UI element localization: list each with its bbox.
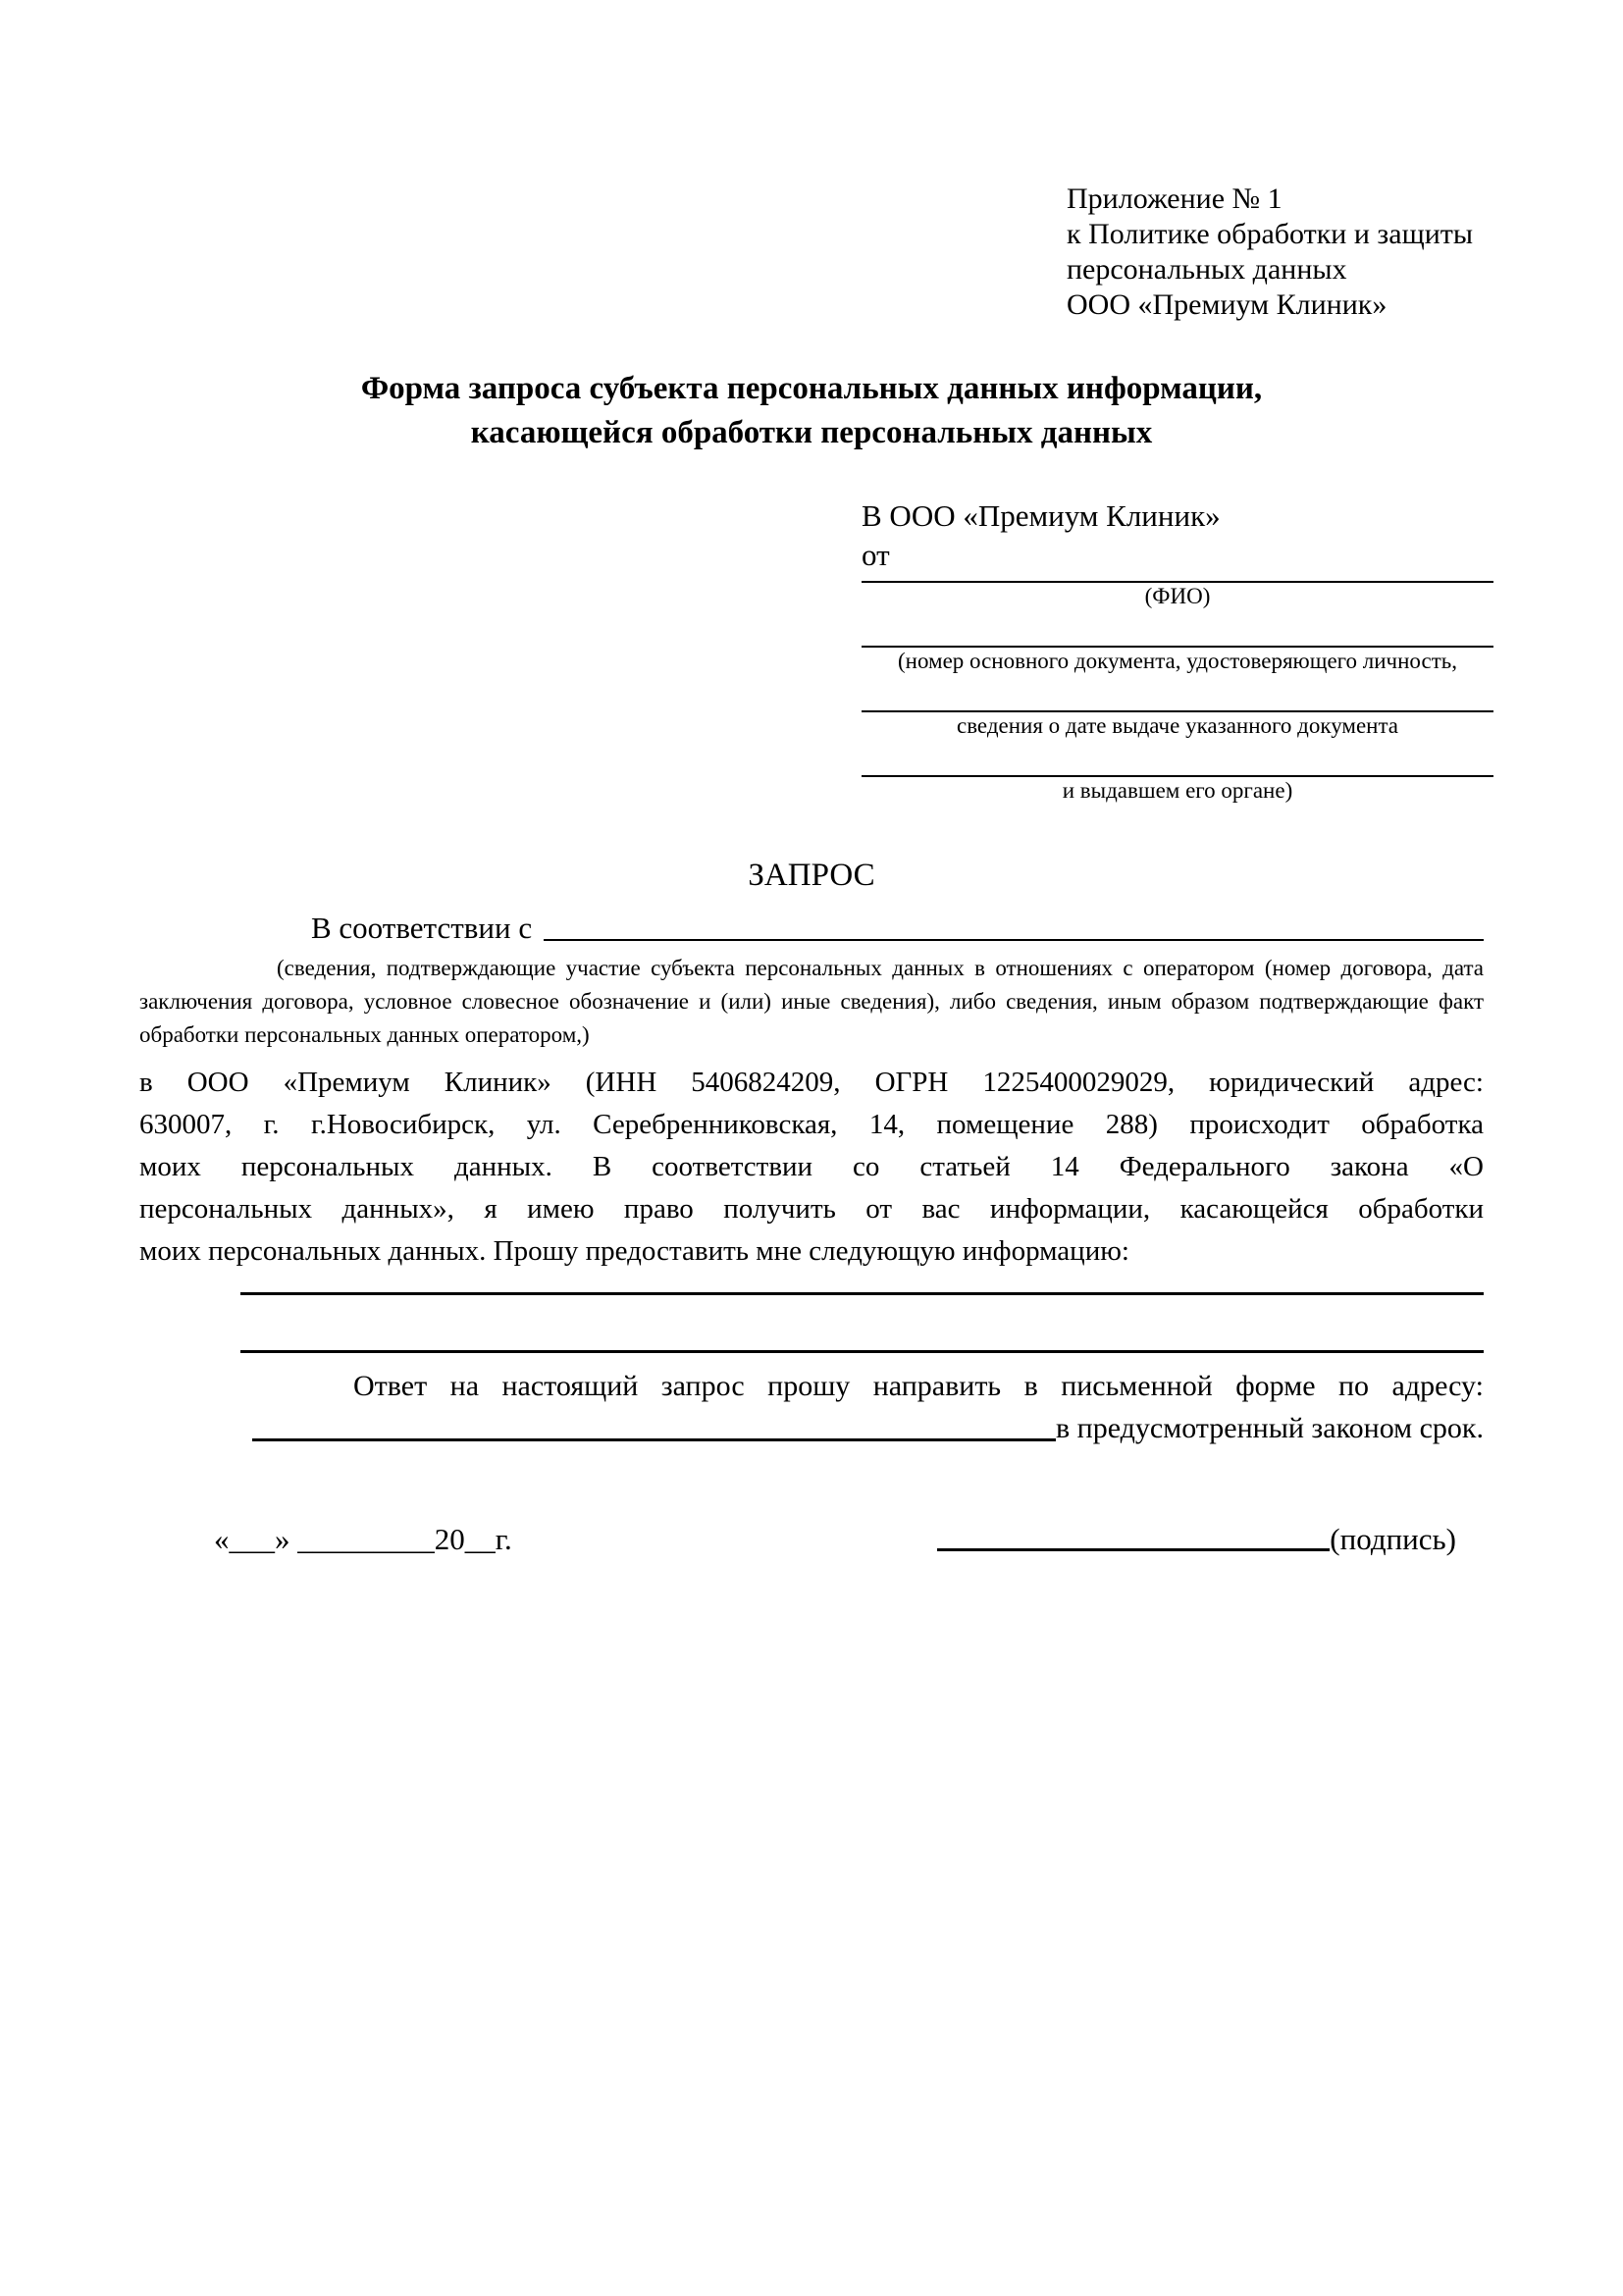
- fine-print-line: обработки персональных данных оператором,): [139, 1022, 590, 1047]
- document-number-caption: (номер основного документа, удостоверяющего личность,: [897, 649, 1457, 673]
- sender-prefix: от: [862, 538, 890, 572]
- request-heading: ЗАПРОС: [748, 858, 875, 893]
- information-write-in-rule: [240, 1292, 1484, 1295]
- signature-area: [937, 1520, 1456, 1559]
- basis-row: [139, 909, 1484, 948]
- annex-note-line: Приложение № 1: [1067, 183, 1283, 215]
- fine-print: [139, 952, 1484, 1052]
- document-title-line: касающейся обработки персональных данных: [470, 415, 1153, 450]
- fine-print-line: (сведения, подтверждающие участие субъекта персональных данных в отношениях с оператором (номер договора, дата: [277, 956, 1484, 980]
- information-write-in-rule: [240, 1350, 1484, 1353]
- response-request-suffix: в предусмотренный законом срок.: [1056, 1412, 1484, 1444]
- request-body-line: моих персональных данных. Прошу предоставить мне следующую информацию:: [139, 1235, 1129, 1267]
- date-write-in: «___» _________20__г.: [214, 1522, 512, 1556]
- issue-date-field-rule: [862, 704, 1493, 712]
- basis-prefix: В соответствии с: [311, 911, 533, 945]
- issuing-authority-caption: и выдавшем его органе): [1062, 778, 1293, 803]
- response-address-row: [139, 1407, 1484, 1449]
- fio-caption: (ФИО): [1144, 584, 1211, 608]
- document-title: [139, 367, 1484, 455]
- issue-date-caption: сведения о дате выдаче указанного документа: [956, 713, 1399, 738]
- request-body-line: в ООО «Премиум Клиник» (ИНН 5406824209, ОГРН 1225400029029, юридический адрес:: [139, 1067, 1484, 1098]
- fine-print-line: заключения договора, условное словесное обозначение и (или) иные сведения), либо сведения, иным образом подтверждающие факт: [139, 989, 1484, 1014]
- issuing-authority-field-rule: [862, 769, 1493, 777]
- date-signature-row: [139, 1520, 1484, 1559]
- annex-note: [1067, 182, 1484, 323]
- response-request-line: Ответ на настоящий запрос прошу направить в письменной форме по адресу:: [353, 1370, 1484, 1402]
- request-body-line: моих персональных данных. В соответствии со статьей 14 Федерального закона «О: [139, 1151, 1484, 1182]
- fio-field-rule: [862, 575, 1493, 583]
- annex-note-line: к Политике обработки и защиты: [1067, 218, 1474, 250]
- document-title-line: Форма запроса субъекта персональных данных информации,: [360, 371, 1263, 406]
- annex-note-line: ООО «Премиум Клиник»: [1067, 288, 1387, 321]
- annex-note-line: персональных данных: [1067, 253, 1347, 286]
- document-number-field-rule: [862, 640, 1493, 648]
- address-field-rule: [252, 1407, 1056, 1441]
- recipient-line: В ООО «Премиум Клиник»: [862, 498, 1221, 533]
- signature-caption: (подпись): [1330, 1522, 1456, 1556]
- request-body-line: персональных данных», я имею право получить от вас информации, касающейся обработки: [139, 1193, 1484, 1225]
- request-body: [139, 1062, 1484, 1273]
- basis-field-rule: [544, 909, 1484, 941]
- request-body-line: 630007, г. г.Новосибирск, ул. Серебренниковская, 14, помещение 288) происходит обработка: [139, 1109, 1484, 1140]
- addressee-block: [862, 496, 1493, 805]
- signature-field-rule: [937, 1548, 1330, 1551]
